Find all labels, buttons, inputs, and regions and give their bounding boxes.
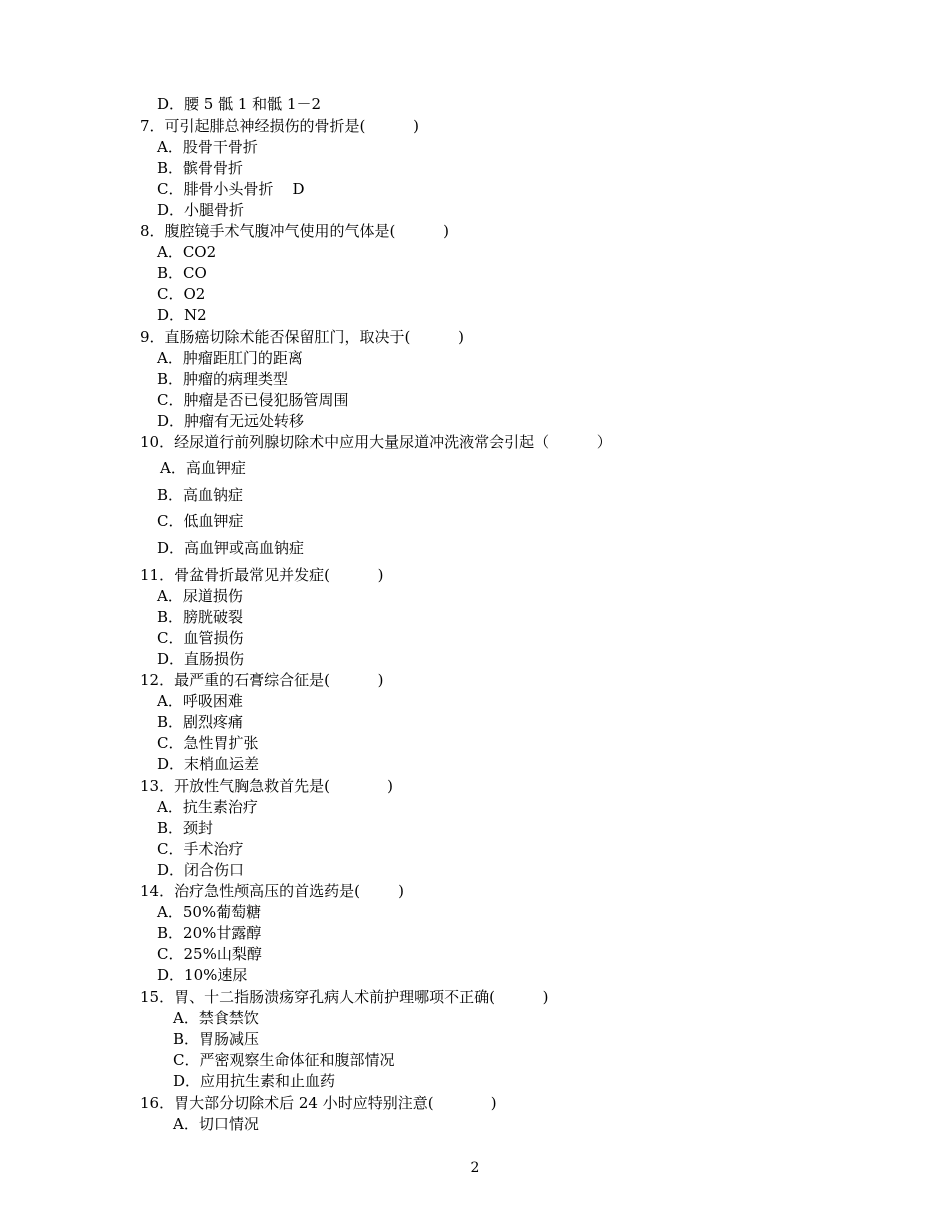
answer-option: A．50%葡萄糖 bbox=[157, 903, 262, 921]
answer-option: A．肿瘤距肛门的距离 bbox=[157, 349, 303, 367]
answer-option: D．闭合伤口 bbox=[157, 861, 245, 879]
page-number: 2 bbox=[470, 1160, 480, 1176]
answer-option: C．25%山梨醇 bbox=[157, 945, 262, 963]
answer-option: D．高血钾或高血钠症 bbox=[157, 539, 305, 557]
answer-option: C．肿瘤是否已侵犯肠管周围 bbox=[157, 391, 349, 409]
answer-option: A．CO2 bbox=[157, 243, 217, 261]
answer-option: B．颈封 bbox=[157, 819, 214, 837]
answer-option: D．N2 bbox=[157, 306, 207, 324]
answer-option: B．髌骨骨折 bbox=[157, 159, 244, 177]
answer-option: C．严密观察生命体征和腹部情况 bbox=[173, 1051, 395, 1069]
answer-option: D．肿瘤有无远处转移 bbox=[157, 412, 305, 430]
question-stem: 10．经尿道行前列腺切除术中应用大量尿道冲洗液常会引起（ ） bbox=[140, 433, 612, 451]
answer-option: B．肿瘤的病理类型 bbox=[157, 370, 289, 388]
question-stem: 12．最严重的石膏综合征是( ) bbox=[140, 671, 384, 689]
question-stem: 8．腹腔镜手术气腹冲气使用的气体是( ) bbox=[140, 222, 449, 240]
answer-option: D．末梢血运差 bbox=[157, 755, 260, 773]
question-stem: 15．胃、十二指肠溃疡穿孔病人术前护理哪项不正确( ) bbox=[140, 988, 549, 1006]
answer-option: C．手术治疗 bbox=[157, 840, 244, 858]
answer-option: A．股骨干骨折 bbox=[157, 138, 258, 156]
answer-option: C．血管损伤 bbox=[157, 629, 244, 647]
answer-option: B．胃肠减压 bbox=[173, 1030, 260, 1048]
answer-option: D．10%速尿 bbox=[157, 966, 248, 984]
answer-option: C．腓骨小头骨折 D bbox=[157, 180, 305, 198]
answer-option: B．高血钠症 bbox=[157, 486, 244, 504]
answer-option: A．呼吸困难 bbox=[157, 692, 243, 710]
question-stem: 7．可引起腓总神经损伤的骨折是( ) bbox=[140, 117, 419, 135]
answer-option: A．禁食禁饮 bbox=[173, 1009, 259, 1027]
question-stem: 13．开放性气胸急救首先是( ) bbox=[140, 777, 394, 795]
answer-option: A．尿道损伤 bbox=[157, 587, 243, 605]
answer-option: C．O2 bbox=[157, 285, 206, 303]
answer-option: D．小腿骨折 bbox=[157, 201, 245, 219]
answer-option: D．直肠损伤 bbox=[157, 650, 245, 668]
answer-option: C．急性胃扩张 bbox=[157, 734, 259, 752]
answer-option: D．腰 5 骶 1 和骶 1－2 bbox=[157, 95, 322, 113]
question-stem: 16．胃大部分切除术后 24 小时应特别注意( ) bbox=[140, 1094, 497, 1112]
answer-option: B．膀胱破裂 bbox=[157, 608, 244, 626]
answer-option: B．剧烈疼痛 bbox=[157, 713, 244, 731]
answer-option: A．高血钾症 bbox=[160, 459, 246, 477]
question-stem: 11．骨盆骨折最常见并发症( ) bbox=[140, 566, 384, 584]
question-stem: 14．治疗急性颅高压的首选药是( ) bbox=[140, 882, 404, 900]
answer-option: C．低血钾症 bbox=[157, 512, 244, 530]
answer-option: A．切口情况 bbox=[173, 1115, 259, 1133]
answer-option: D．应用抗生素和止血药 bbox=[173, 1072, 336, 1090]
answer-option: A．抗生素治疗 bbox=[157, 798, 258, 816]
answer-option: B．CO bbox=[157, 264, 207, 282]
question-stem: 9．直肠癌切除术能否保留肛门，取决于( ) bbox=[140, 328, 464, 346]
answer-option: B．20%甘露醇 bbox=[157, 924, 262, 942]
